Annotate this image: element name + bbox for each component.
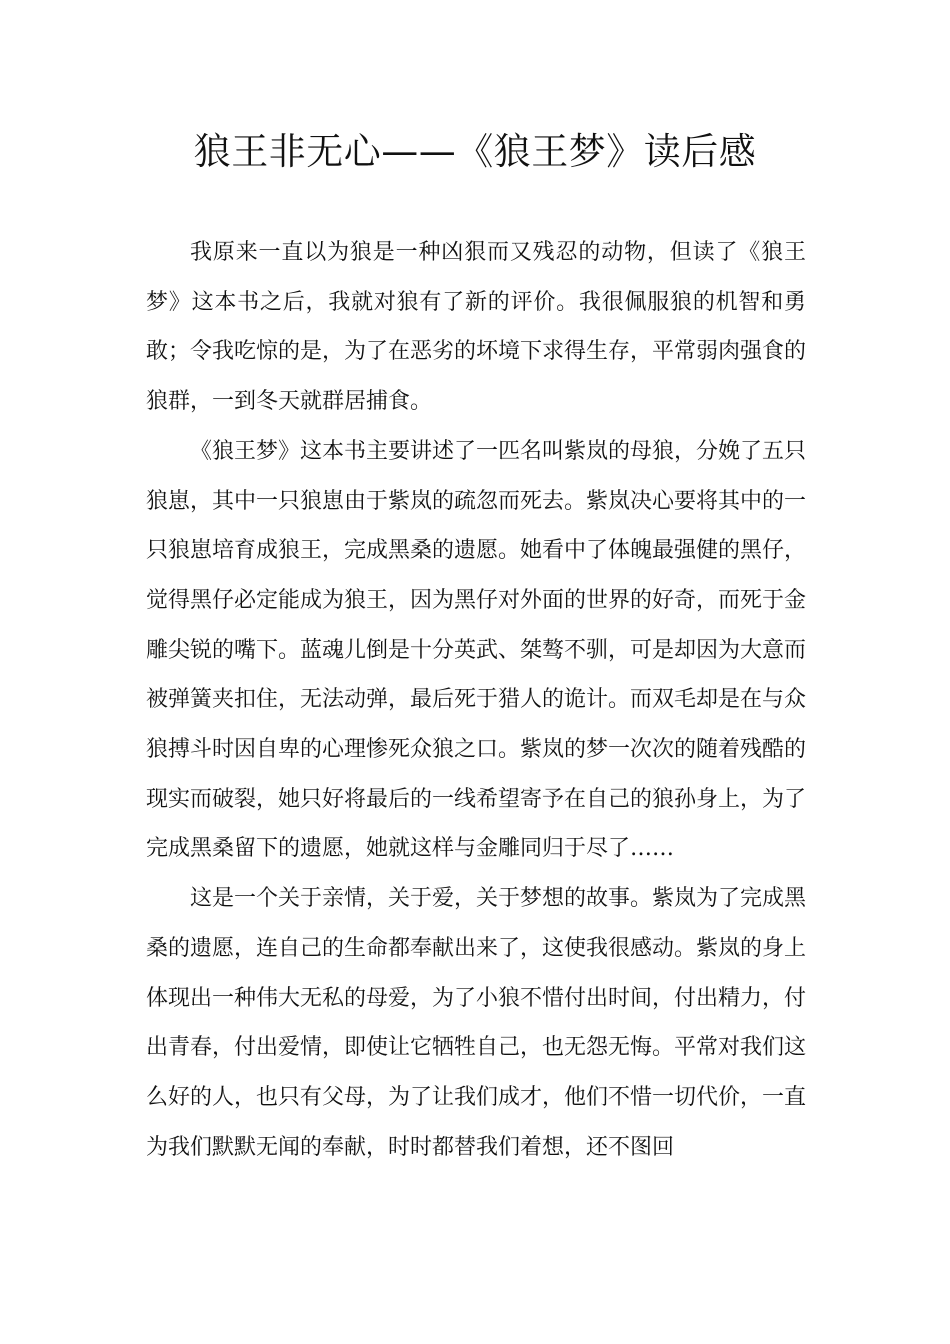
document-body bbox=[146, 228, 806, 1172]
paragraph-3: 这是一个关于亲情，关于爱，关于梦想的故事。紫岚为了完成黑桑的遗愿，连自己的生命都奉献出来了，这使我很感动。紫岚的身上体现出一种伟大无私的母爱，为了小狼不惜付出时间，付出精力，付出青春，付出爱情，即使让它牺牲自己，也无怨无悔。平常对我们这么好的人，也只有父母，为了让我们成才，他们不惜一切代价，一直为我们默默无闻的奉献，时时都替我们着想，还不图回 bbox=[146, 886, 807, 1160]
document-title: 狼王非无心——《狼王梦》读后感 bbox=[193, 130, 757, 173]
paragraph-1: 我原来一直以为狼是一种凶狠而又残忍的动物，但读了《狼王梦》这本书之后，我就对狼有了新的评价。我很佩服狼的机智和勇敢；令我吃惊的是，为了在恶劣的坏境下求得生存，平常弱肉强食的狼群，一到冬天就群居捕食。 bbox=[146, 240, 807, 415]
paragraph-2: 《狼王梦》这本书主要讲述了一匹名叫紫岚的母狼，分娩了五只狼崽，其中一只狼崽由于紫岚的疏忽而死去。紫岚决心要将其中的一只狼崽培育成狼王，完成黑桑的遗愿。她看中了体魄最强健的黑仔，觉得黑仔必定能成为狼王，因为黑仔对外面的世界的好奇，而死于金雕尖锐的嘴下。蓝魂儿倒是十分英武、桀骜不驯，可是却因为大意而被弹簧夹扣住，无法动弹，最后死于猎人的诡计。而双毛却是在与众狼搏斗时因自卑的心理惨死众狼之口。紫岚的梦一次次的随着残酷的现实而破裂，她只好将最后的一线希望寄予在自己的狼孙身上，为了完成黑桑留下的遗愿，她就这样与金雕同归于尽了…… bbox=[146, 438, 807, 862]
